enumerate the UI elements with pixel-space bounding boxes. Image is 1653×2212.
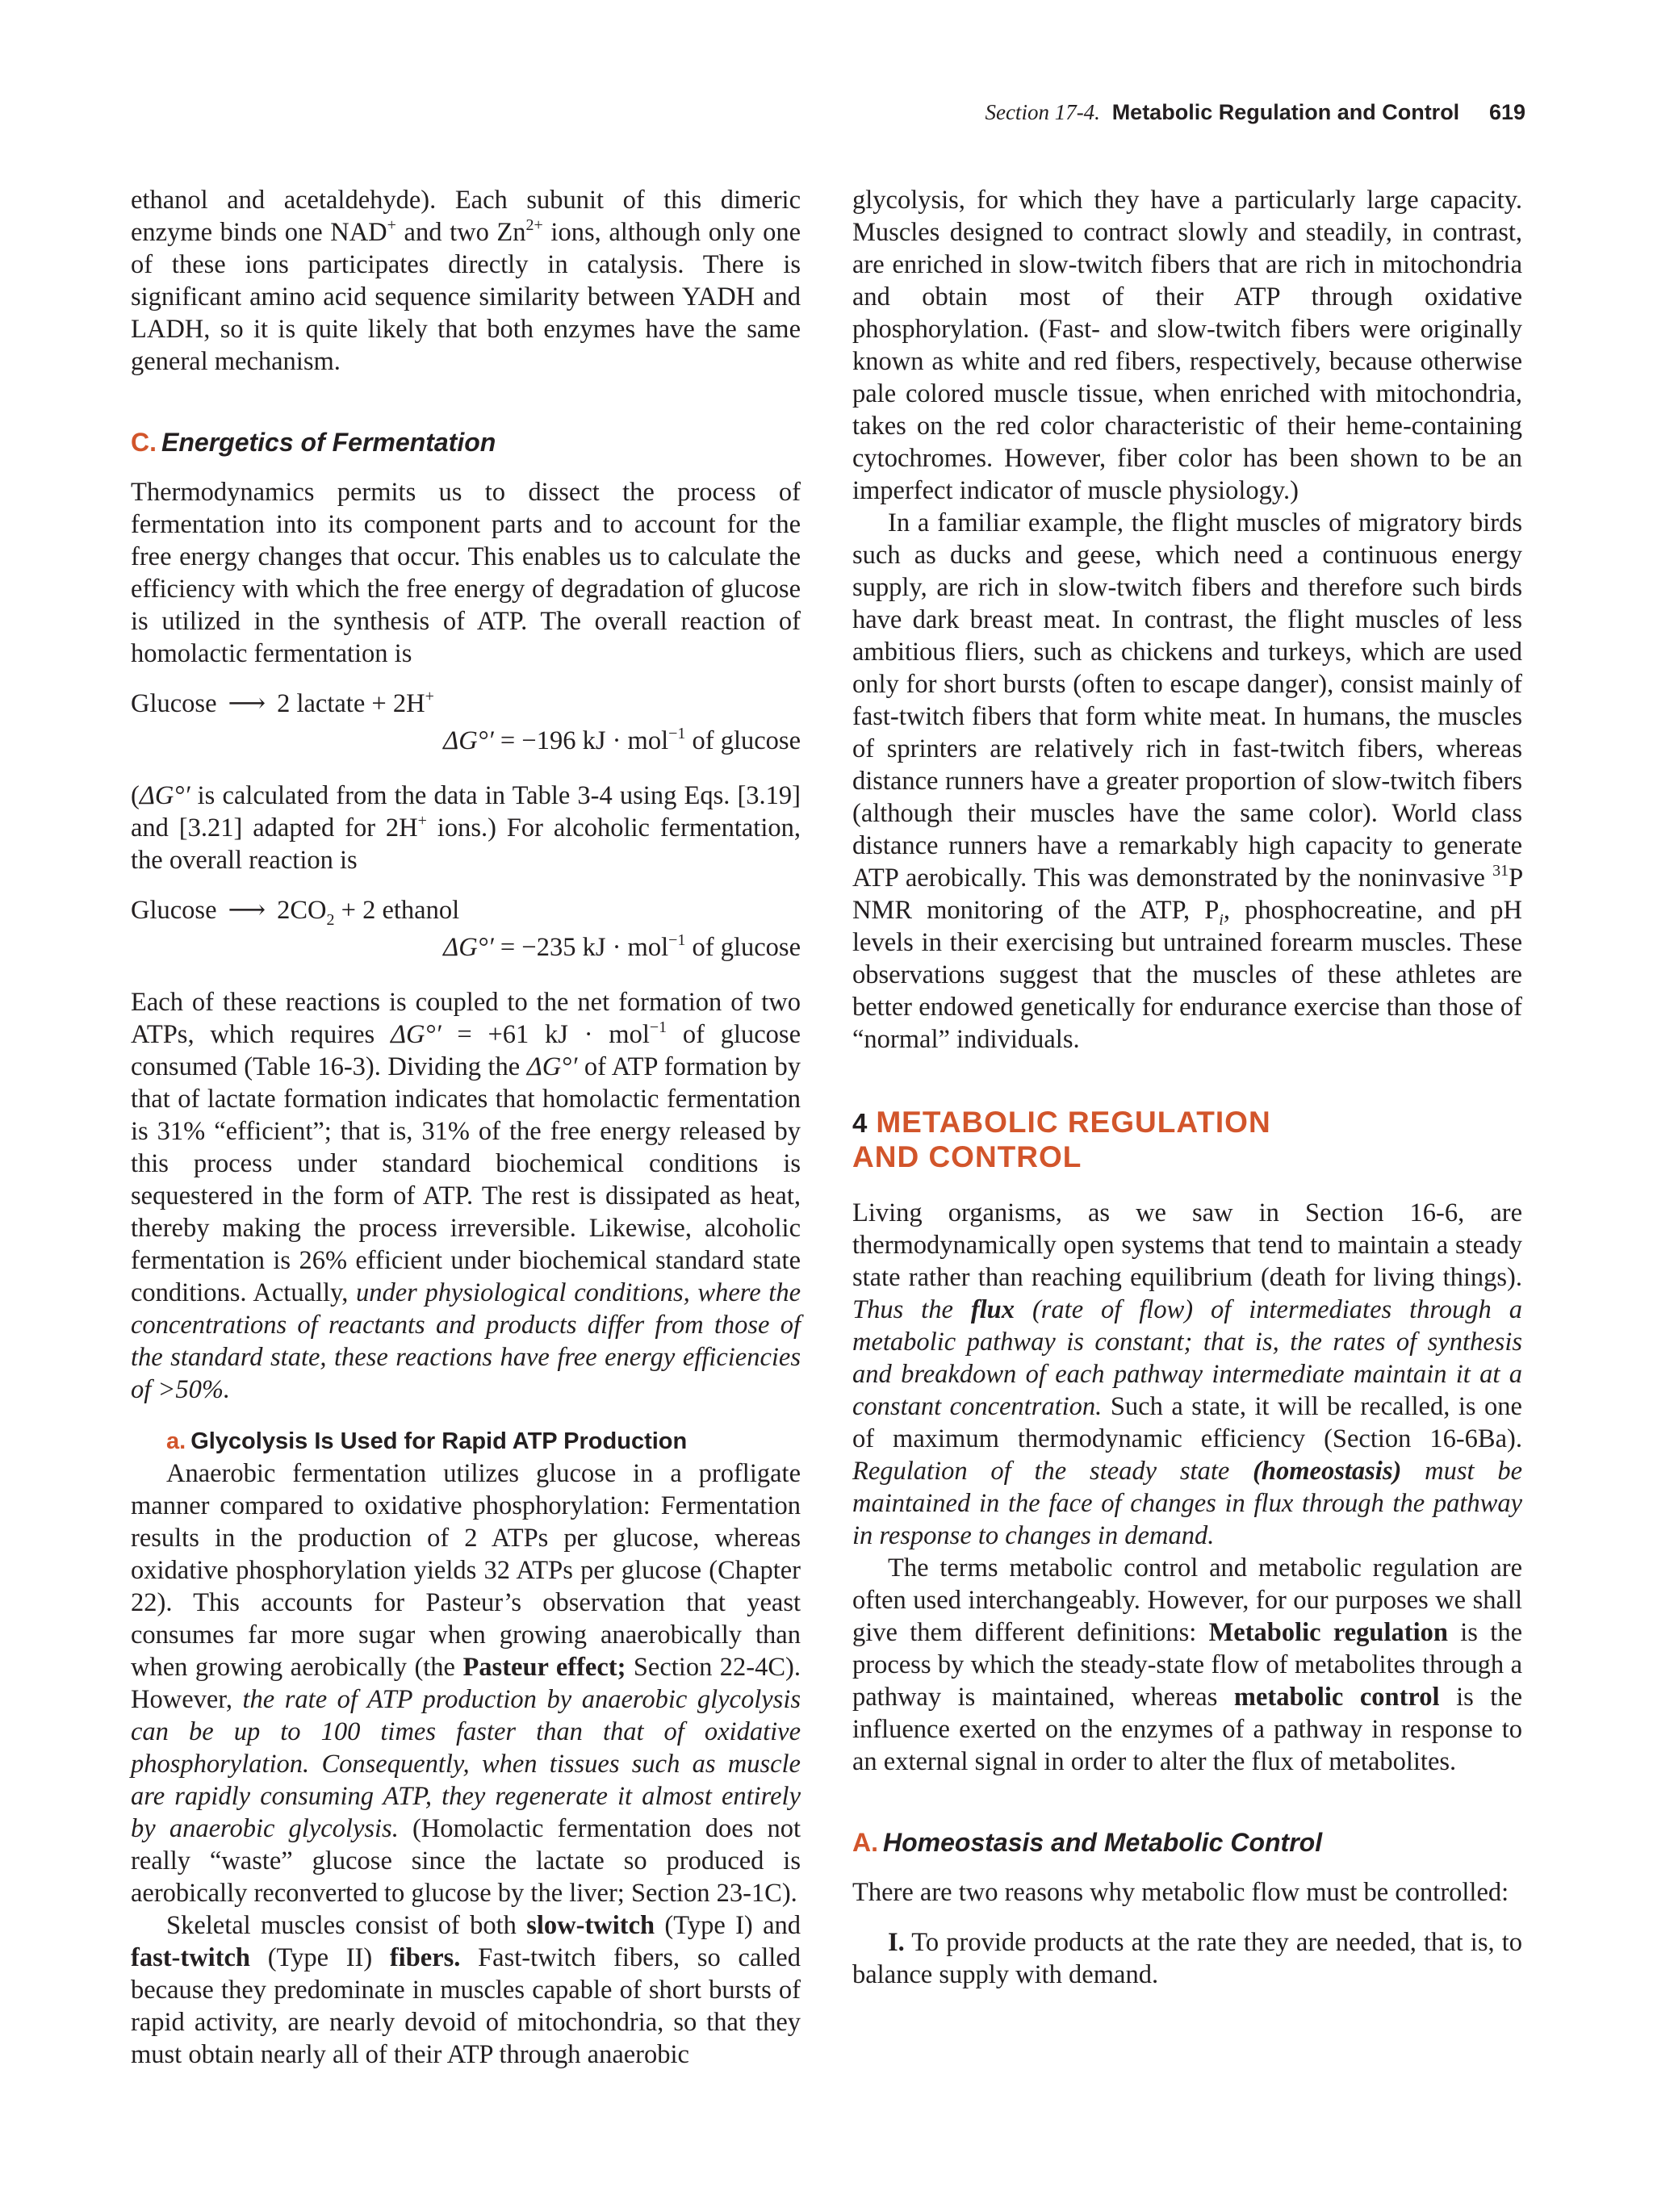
paragraph-skeletal-muscles: Skeletal muscles consist of both slow-twitch (Type I) and fast-twitch (Type II) fibers. Fast-twitch fibers, so called because they predominate in muscles capable of short bursts of rapid activity, are nearly devoid of mitochondria, so that they must obtain nearly all of their ATP through anaerobic: [131, 1911, 801, 2069]
paragraph-two-reasons: There are two reasons why metabolic flow must be controlled:: [852, 1878, 1509, 1907]
paragraph-atp-efficiency: Each of these reactions is coupled to the net formation of two ATPs, which requires ΔG°′ = +61 kJ · mol$^{-1}$ of glucose consumed (Table 16-3). Dividing the ΔG°′ of ATP formation by that of lactate formation indicates that homolactic fermentation is 31% “efficient”; that is, 31% of the free energy released by this process under standard biochemical conditions is sequestered in the form of ATP. The rest is dissipated as heat, thereby making the process irreversible. Likewise, alcoholic fermentation is 26% efficient under biochemical standard state conditions. Actually, under physiological conditions, where the concentrations of reactants and products differ from those of the standard state, these reactions have free energy efficiencies of >50%.: [131, 988, 801, 1404]
paragraph-dg-calculation: (ΔG°′ is calculated from the data in Table 3-4 using Eqs. [3.19] and [3.21] adapted for 2H+ ions.) For alcoholic fermentation, the overall reaction is: [131, 781, 801, 875]
paragraph-living-organisms: Living organisms, as we saw in Section 16-6, are thermodynamically open systems that tend to maintain a steady state rather than reaching equilibrium (death for living things). Thus the flux (rate of flow) of intermediates through a metabolic pathway is constant; that is, the rates of synthesis and breakdown of each pathway intermediate maintain it at a constant concentration. Such a state, it will be recalled, is one of maximum thermodynamic efficiency (Section 16-6Ba). Regulation of the steady state (homeostasis) must be maintained in the face of changes in flux through the pathway in response to changes in demand.: [852, 1198, 1523, 1550]
section-heading-metabolic-regulation: 4 METABOLIC REGULATION AND CONTROL: [852, 1106, 1271, 1173]
paragraph-glycolysis-capacity: glycolysis, for which they have a particularly large capacity. Muscles designed to contract slowly and steadily, in contrast, are enriched in slow-twitch fibers that are rich in mitochondria and obtain most of their ATP through oxidative phosphorylation. (Fast- and slow-twitch fibers were originally known as white and red fibers, respectively, because otherwise pale colored muscle tissue, when enriched with mitochondria, takes on the red color characteristic of their heme-containing cytochromes. However, fiber color has been shown to be an imperfect indicator of muscle physiology.): [852, 186, 1522, 505]
paragraph-flight-muscles: In a familiar example, the flight muscles of migratory birds such as ducks and geese, which need a continuous energy supply, are rich in slow-twitch fibers and therefore such birds have dark breast meat. In contrast, the flight muscles of less ambitious fliers, such as chickens and turkeys, which are used only for short bursts (often to escape danger), consist mainly of fast-twitch fibers that form white meat. In humans, the muscles of sprinters are relatively rich in fast-twitch fibers, whereas distance runners have a greater proportion of slow-twitch fibers (although their muscles have the same color). World class distance runners have a remarkably high capacity to generate ATP aerobically. This was demonstrated by the noninvasive $^{31}$P NMR monitoring of the ATP, $P_i$, phosphocreatine, and pH levels in their exercising but untrained forearm muscles. These observations suggest that the muscles of these athletes are better endowed genetically for endurance exercise than those of “normal” individuals.: [852, 508, 1522, 1054]
paragraph-enzyme-binding: ethanol and acetaldehyde). Each subunit of this dimeric enzyme binds one NAD+ and two $Zn^{2+}$ ions, although only one of these ions participates directly in catalysis. There is significant amino acid sequence similarity between YADH and LADH, so it is quite likely that both enzymes have the same general mechanism.: [131, 186, 801, 376]
page-number: 619: [1488, 100, 1525, 124]
right-column: [852, 184, 1522, 1991]
equation-homolactic-fermentation: Glucose ⟶ 2 lactate + 2H+ ΔG°′ = −196 kJ · mol$^{-1}$ of glucose: [131, 688, 801, 755]
running-head-title: Metabolic Regulation and Control: [1111, 100, 1460, 124]
equation-alcoholic-fermentation: Glucose ⟶ $2CO_2 + 2$ ethanol ΔG°′ = −235 kJ · mol$^{-1}$ of glucose: [131, 896, 801, 962]
heading-energetics-of-fermentation: C. Energetics of Fermentation: [131, 428, 496, 457]
paragraph-thermodynamics: Thermodynamics permits us to dissect the process of fermentation into its component parts and to account for the free energy changes that occur. This enables us to calculate the efficiency with which the free energy of degradation of glucose is utilized in the synthesis of ATP. The overall reaction of homolactic fermentation is: [131, 478, 801, 668]
list-item-reason-one: I. To provide products at the rate they are needed, that is, to balance supply with demand.: [852, 1928, 1522, 1989]
heading-homeostasis: A. Homeostasis and Metabolic Control: [852, 1828, 1323, 1857]
running-head: [888, 100, 1525, 125]
heading-glycolysis-rapid-atp: a. Glycolysis Is Used for Rapid ATP Production: [166, 1428, 688, 1454]
paragraph-anaerobic-fermentation: Anaerobic fermentation utilizes glucose in a profligate manner compared to oxidative phosphorylation: Fermentation results in the production of 2 ATPs per glucose, whereas oxidative phosphorylation yields 32 ATPs per glucose (Chapter 22). This accounts for Pasteur’s observation that yeast consumes far more sugar when growing anaerobically than when growing aerobically (the Pasteur effect; Section 22-4C). However, the rate of ATP production by anaerobic glycolysis can be up to 100 times faster than that of oxidative phosphorylation. Consequently, when tissues such as muscle are rapidly consuming ATP, they regenerate it almost entirely by anaerobic glycolysis. (Homolactic fermentation does not really “waste” glucose since the lactate so produced is aerobically reconverted to glucose by the liver; Section 23-1C).: [131, 1459, 801, 1908]
paragraph-regulation-definitions: The terms metabolic control and metabolic regulation are often used interchangeably. However, for our purposes we shall give them different definitions: Metabolic regulation is the process by which the steady-state flow of metabolites through a pathway is maintained, whereas metabolic control is the influence exerted on the enzymes of a pathway in response to an external signal in order to alter the flux of metabolites.: [852, 1553, 1522, 1776]
left-column: [131, 184, 801, 2071]
running-head-section: Section 17-4.: [985, 100, 1100, 124]
